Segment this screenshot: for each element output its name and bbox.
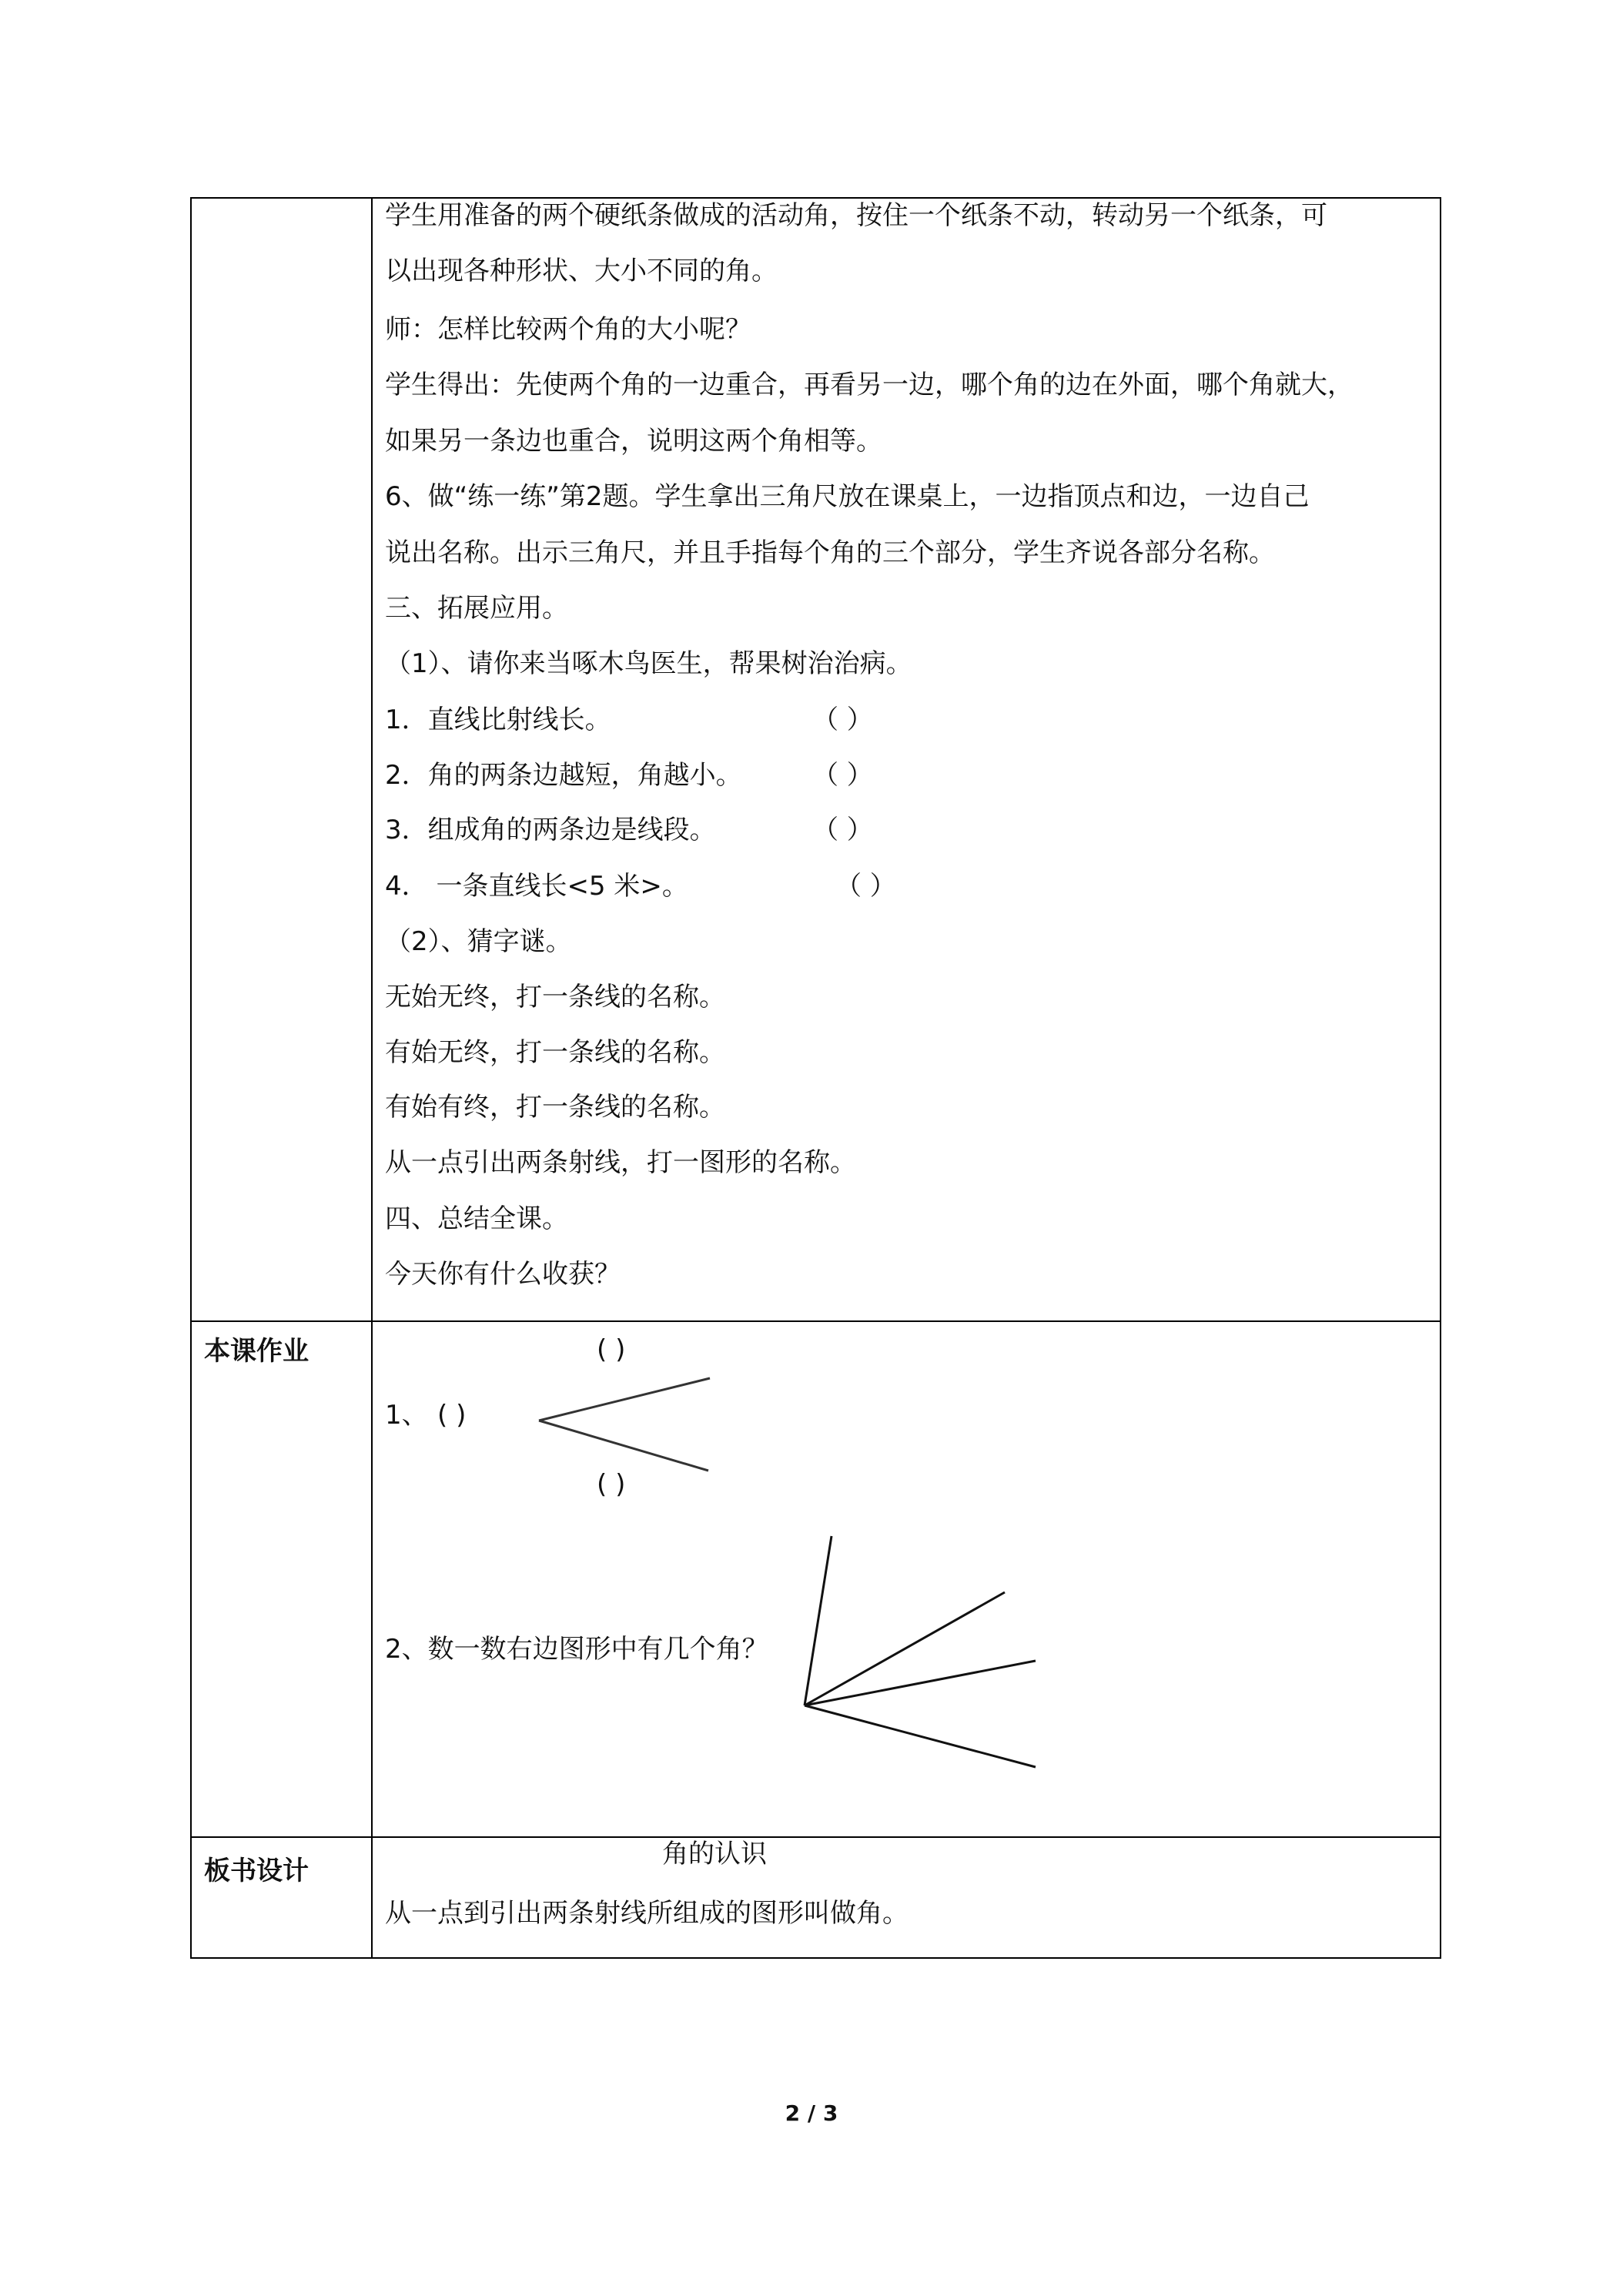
angle-1-side-bottom (539, 1421, 708, 1471)
answer-parenthesis: （ ） (812, 760, 873, 791)
body-line: （1）、请你来当啄木鸟医生，帮果树治治病。 (385, 648, 912, 679)
ray-3 (805, 1661, 1036, 1705)
riddle-line: 无始无终，打一条线的名称。 (385, 982, 725, 1012)
homework-label: 本课作业 (204, 1336, 309, 1367)
board-definition: 从一点到引出两条射线所组成的图形叫做角。 (385, 1898, 909, 1929)
angle-side-blank: ( ) (597, 1334, 626, 1365)
judgment-question: 3．组成角的两条边是线段。 (385, 815, 716, 845)
body-line: 说出名称。出示三角尺，并且手指每个角的三个部分，学生齐说各部分名称。 (385, 537, 1275, 568)
body-line: 学生得出：先使两个角的一边重合，再看另一边，哪个角的边在外面，哪个角就大， (385, 370, 1354, 400)
body-line: （2）、猜字谜。 (385, 926, 572, 957)
ray-4 (805, 1705, 1036, 1767)
angle-1-side-top (539, 1378, 710, 1421)
riddle-line: 有始有终，打一条线的名称。 (385, 1092, 725, 1123)
judgment-question: 4． 一条直线长<5 米>。 (385, 871, 688, 902)
riddle-line: 从一点引出两条射线，打一图形的名称。 (385, 1147, 856, 1178)
question-number: 1、 (385, 1400, 428, 1431)
board-design-label: 板书设计 (204, 1856, 309, 1886)
homework-question-2: 2、数一数右边图形中有几个角？ (385, 1634, 768, 1665)
section-heading: 三、拓展应用。 (385, 593, 568, 624)
body-line: 学生用准备的两个硬纸条做成的活动角，按住一个纸条不动，转动另一个纸条，可 (385, 200, 1327, 231)
section-heading: 四、总结全课。 (385, 1203, 568, 1234)
body-line: 如果另一条边也重合，说明这两个角相等。 (385, 426, 882, 457)
body-line: 以出现各种形状、大小不同的角。 (385, 256, 778, 286)
judgment-question: 2．角的两条边越短，角越小。 (385, 760, 742, 791)
board-title: 角的认识 (662, 1839, 767, 1869)
angle-vertex-blank: ( ) (437, 1400, 467, 1431)
judgment-question: 1．直线比射线长。 (385, 705, 611, 735)
page-number: 2 / 3 (785, 2100, 838, 2126)
body-line: 师：怎样比较两个角的大小呢？ (385, 314, 751, 345)
answer-parenthesis: （ ） (812, 705, 873, 735)
ray-1 (805, 1536, 832, 1705)
answer-parenthesis: （ ） (835, 871, 896, 902)
angle-side-blank: ( ) (597, 1469, 626, 1500)
body-line: 6、做“练一练”第2题。学生拿出三角尺放在课桌上，一边指顶点和边，一边自己 (385, 481, 1310, 512)
answer-parenthesis: （ ） (812, 815, 873, 845)
riddle-line: 有始无终，打一条线的名称。 (385, 1037, 725, 1068)
ray-2 (805, 1592, 1005, 1705)
body-line: 今天你有什么收获？ (385, 1259, 621, 1290)
